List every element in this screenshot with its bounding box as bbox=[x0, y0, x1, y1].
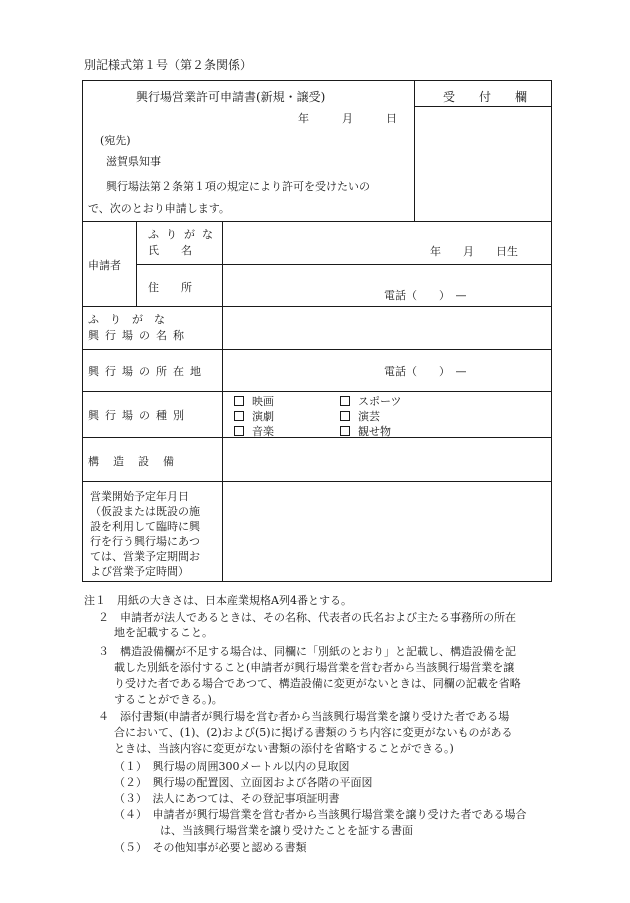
applicant-birthdate-field[interactable]: 年 月 日生 bbox=[430, 245, 518, 258]
venue-name-label: 興行場の名称 bbox=[88, 329, 190, 342]
attachment-3: （３） 法人にあつては、その登記事項証明書 bbox=[114, 792, 340, 805]
attachment-2: （２） 興行場の配置図、立面図および各階の平面図 bbox=[114, 776, 373, 789]
note-1: 注１ 用紙の大きさは、日本産業規格A列4番とする。 bbox=[84, 594, 352, 607]
applicant-address-label: 住 所 bbox=[148, 281, 192, 294]
venue-phone-field[interactable]: 電話（ ） — bbox=[384, 365, 467, 378]
body-text-1: 興行場法第２条第１項の規定により許可を受けたいの bbox=[106, 180, 370, 193]
reception-label: 受 付 欄 bbox=[443, 90, 528, 104]
start-date-note-4: ては、営業予定期間お bbox=[90, 550, 200, 563]
attachment-4: （４） 申請者が興行場営業を営む者から当該興行場営業を譲り受けた者である場合 bbox=[114, 808, 527, 821]
application-date[interactable]: 年 月 日 bbox=[298, 112, 397, 125]
start-date-note-1: （仮設または既設の施 bbox=[90, 505, 200, 518]
checkbox-icon[interactable] bbox=[340, 396, 350, 406]
start-date-note-5: よび営業予定時間） bbox=[90, 565, 189, 578]
start-date-label: 営業開始予定年月日 bbox=[90, 490, 189, 503]
option-sports[interactable]: スポーツ bbox=[340, 393, 402, 409]
note-3: ３ 構造設備欄が不足する場合は、同欄に「別紙のとおり」と記載し、構造設備を記 bbox=[98, 645, 516, 658]
structure-field[interactable] bbox=[226, 440, 546, 478]
note-4: ４ 添付書類(申請者が興行場を営む者から当該興行場営業を譲り受けた者である場 bbox=[98, 710, 510, 723]
form-header: 別記様式第１号（第２条関係） bbox=[84, 58, 253, 72]
applicant-furigana-label: ふりがな bbox=[148, 228, 220, 241]
note-4-cont-2: ときは、当該内容に変更がない書類の添付を省略することができる。) bbox=[114, 742, 454, 755]
venue-furigana-label: ふ り が な bbox=[88, 313, 165, 326]
applicant-phone-field[interactable]: 電話（ ） — bbox=[384, 289, 467, 302]
checkbox-icon[interactable] bbox=[340, 426, 350, 436]
note-2-cont: 地を記載すること。 bbox=[114, 626, 213, 639]
checkbox-icon[interactable] bbox=[234, 396, 244, 406]
venue-type-label: 興行場の種別 bbox=[88, 409, 190, 422]
attachment-4-cont: は、当該興行場営業を譲り受けたことを証する書面 bbox=[160, 824, 413, 837]
checkbox-icon[interactable] bbox=[234, 426, 244, 436]
start-date-field[interactable] bbox=[226, 485, 546, 577]
option-movie[interactable]: 映画 bbox=[234, 393, 274, 409]
option-drama[interactable]: 演劇 bbox=[234, 408, 274, 424]
option-show[interactable]: 観せ物 bbox=[340, 423, 391, 439]
attachment-1: （１） 興行場の周囲300メートル以内の見取図 bbox=[114, 760, 350, 773]
note-2: ２ 申請者が法人であるときは、その名称、代表者の氏名および主たる事務所の所在 bbox=[98, 611, 516, 624]
attachment-5: （５） その他知事が必要と認める書類 bbox=[114, 841, 307, 854]
form-title: 興行場営業許可申請書(新規・譲受) bbox=[136, 90, 326, 104]
note-3-cont-2: り受けた者である場合であつて、構造設備に変更がないときは、同欄の記載を省略 bbox=[114, 677, 521, 690]
note-3-cont-1: 載した別紙を添付すること(申請者が興行場営業を営む者から当該興行場営業を譲 bbox=[114, 661, 515, 674]
checkbox-icon[interactable] bbox=[340, 411, 350, 421]
start-date-note-3: 行を行う興行場にあつ bbox=[90, 535, 200, 548]
note-4-cont-1: 合において、(1)、(2)および(5)に掲げる書類のうち内容に変更がないものがある bbox=[114, 726, 513, 739]
start-date-note-2: 設を利用して臨時に興 bbox=[90, 520, 200, 533]
structure-label: 構造設備 bbox=[88, 455, 188, 468]
note-3-cont-3: することができる。)。 bbox=[114, 693, 223, 706]
body-text-2: で、次のとおり申請します。 bbox=[88, 202, 230, 215]
applicant-label: 申請者 bbox=[88, 259, 121, 272]
option-music[interactable]: 音楽 bbox=[234, 423, 274, 439]
applicant-name-label: 氏 名 bbox=[148, 244, 192, 257]
option-entertainment[interactable]: 演芸 bbox=[340, 408, 380, 424]
addressee-label: (宛先) bbox=[100, 134, 131, 147]
checkbox-icon[interactable] bbox=[234, 411, 244, 421]
addressee: 滋賀県知事 bbox=[106, 155, 161, 168]
venue-location-label: 興行場の所在地 bbox=[88, 365, 207, 378]
